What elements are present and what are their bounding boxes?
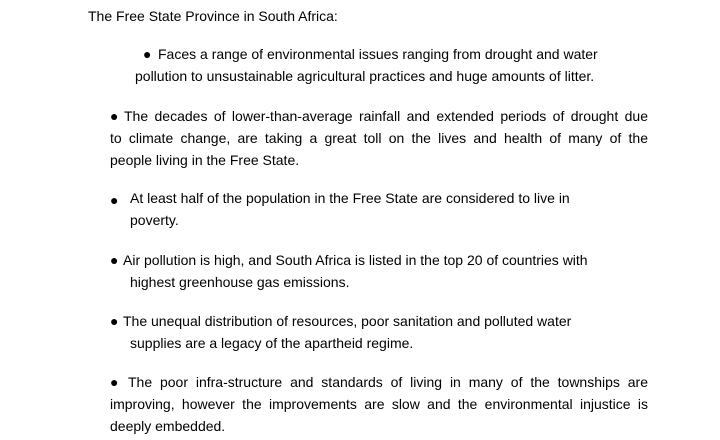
bullet-text-line: pollution to unsustainable agricultural practices and huge amounts of litter. [135,68,595,84]
bullet-text-line: Faces a range of environmental issues ranging from drought and water [158,46,598,62]
bullet-icon: ● [110,108,119,124]
bullet-text-line: to climate change, are taking a great toll on the lives and health of many of the [110,130,648,146]
bullet-text-line: The decades of lower-than-average rainfall and extended periods of drought due [124,108,648,124]
bullet-icon: ● [110,374,119,390]
document-heading: The Free State Province in South Africa: [88,8,338,24]
bullet-text-line: poverty. [130,212,179,228]
bullet-text-line: improving, however the improvements are slow and the environmental injustice is [110,396,648,412]
bullet-text-line: The poor infra-structure and standards of living in many of the townships are [128,374,648,390]
bullet-text-line: people living in the Free State. [110,152,300,168]
bullet-text-line: highest greenhouse gas emissions. [130,274,350,290]
bullet-icon: ● [143,46,152,62]
bullet-text-line: deeply embedded. [110,418,226,434]
bullet-icon: ● [110,252,119,268]
bullet-icon: ● [110,192,119,208]
bullet-text-line: At least half of the population in the Free State are considered to live in [130,190,570,206]
bullet-text-line: supplies are a legacy of the apartheid regime. [130,335,414,351]
bullet-text-line: The unequal distribution of resources, poor sanitation and polluted water [123,313,572,329]
bullet-text-line: Air pollution is high, and South Africa is listed in the top 20 of countries with [123,252,588,268]
bullet-icon: ● [110,313,119,329]
